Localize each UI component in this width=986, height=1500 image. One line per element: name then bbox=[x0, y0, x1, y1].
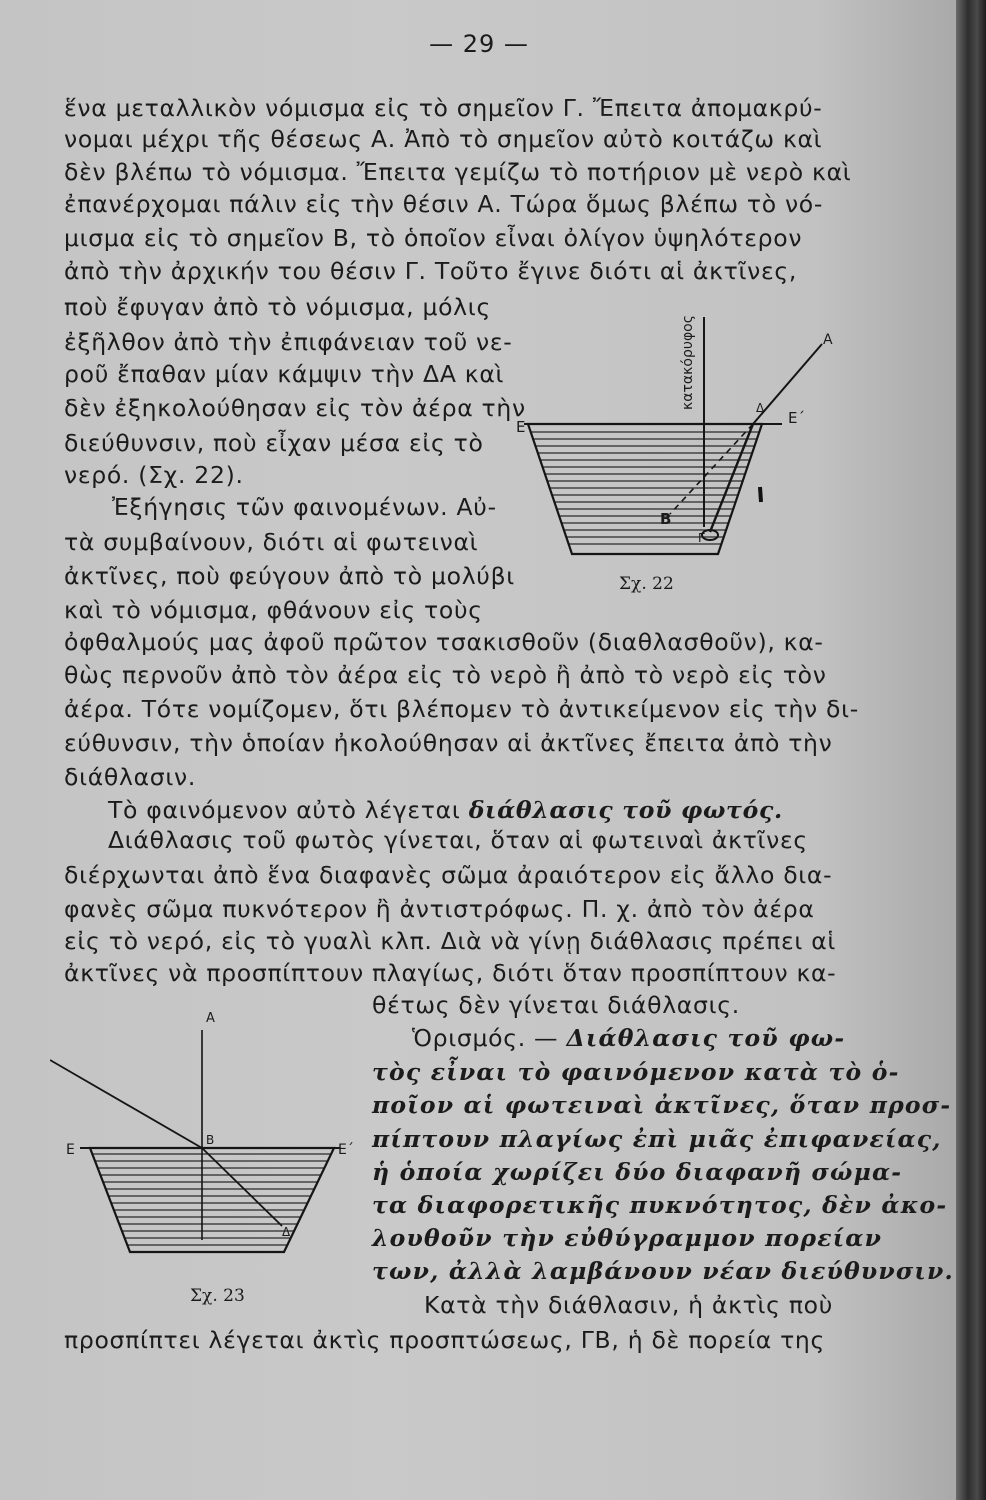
figure-22-label-vertical: κατακόρυφος bbox=[680, 315, 696, 410]
figure-23-label-d: Δ bbox=[282, 1225, 291, 1239]
figure-22-label-g: Γ bbox=[698, 531, 705, 545]
text-line: νερό. (Σχ. 22). bbox=[64, 461, 244, 489]
definition-line: τὸς εἶναι τὸ φαινόμενον κατὰ τὸ ὁ- bbox=[372, 1058, 900, 1086]
text-line: δὲν βλέπω τὸ νόμισμα. Ἔπειτα γεμίζω τὸ ποτήριον μὲ νερὸ καὶ bbox=[64, 158, 852, 186]
text-line bbox=[108, 795, 783, 825]
definition-text: Διάθλασις τοῦ φω- bbox=[566, 1024, 846, 1052]
text-line: ἐξῆλθον ἀπὸ τὴν ἐπιφάνειαν τοῦ νε- bbox=[64, 328, 513, 356]
text-line: ὀφθαλμούς μας ἀφοῦ πρῶτον τσακισθοῦν (διαθλασθοῦν), κα- bbox=[64, 628, 824, 656]
figure-23-label-e: Ε bbox=[66, 1142, 75, 1158]
definition-line: των, ἀλλὰ λαμβάνουν νέαν διεύθυνσιν. bbox=[372, 1257, 954, 1285]
figure-23-label-e-prime: Ε΄ bbox=[338, 1142, 354, 1158]
text-line: μισμα εἰς τὸ σημεῖον Β, τὸ ὁποῖον εἶναι ὀλίγον ὑψηλότερον bbox=[64, 224, 803, 252]
text-line: ἐπανέρχομαι πάλιν εἰς τὴν θέσιν Α. Τώρα ὅμως βλέπω τὸ νό- bbox=[64, 190, 824, 218]
page-number: — 29 — bbox=[429, 30, 529, 58]
text-line: ἕνα μεταλλικὸν νόμισμα εἰς τὸ σημεῖον Γ. Ἔπειτα ἀπομακρύ- bbox=[64, 94, 823, 122]
text-line: ἀπὸ τὴν ἀρχικήν του θέσιν Γ. Τοῦτο ἔγινε διότι αἱ ἀκτῖνες, bbox=[64, 257, 798, 285]
definition-label: Ὁρισμός. — bbox=[412, 1024, 559, 1052]
text-line: ροῦ ἔπαθαν μίαν κάμψιν τὴν ΔΑ καὶ bbox=[64, 360, 505, 388]
text-line: διεύθυνσιν, ποὺ εἶχαν μέσα εἰς τὸ bbox=[64, 429, 484, 457]
text-line: ἀκτῖνες νὰ προσπίπτουν πλαγίως, διότι ὅταν προσπίπτουν κα- bbox=[64, 959, 837, 987]
figure-23-caption: Σχ. 23 bbox=[190, 1286, 245, 1306]
definition-line: λουθοῦν τὴν εὐθύγραμμον πορείαν bbox=[372, 1224, 883, 1252]
figure-23-label-a: Α bbox=[206, 1011, 215, 1026]
figure-22-label-e: Ε bbox=[516, 418, 526, 436]
figure-22-label-b: Β bbox=[660, 510, 672, 528]
figure-22-diagram bbox=[512, 292, 852, 602]
text-line: θὼς περνοῦν ἀπὸ τὸν ἀέρα εἰς τὸ νερὸ ἢ ἀπὸ τὸ νερὸ εἰς τὸν bbox=[64, 661, 827, 689]
definition-line: τα διαφορετικῆς πυκνότητος, δὲν ἀκο- bbox=[372, 1191, 948, 1219]
book-binding-edge bbox=[956, 0, 986, 1500]
text-line: Κατὰ τὴν διάθλασιν, ἡ ἀκτὶς ποὺ bbox=[424, 1291, 834, 1319]
text-line: ποὺ ἔφυγαν ἀπὸ τὸ νόμισμα, μόλις bbox=[64, 293, 491, 321]
text-line: διέρχωνται ἀπὸ ἕνα διαφανὲς σῶμα ἀραιότερον εἰς ἄλλο δια- bbox=[64, 861, 833, 889]
definition-line bbox=[412, 1023, 845, 1053]
text-line: ἀέρα. Τότε νομίζομεν, ὅτι βλέπομεν τὸ ἀντικείμενον εἰς τὴν δι- bbox=[64, 695, 859, 723]
definition-line: πίπτουν πλαγίως ἐπὶ μιᾶς ἐπιφανείας, bbox=[372, 1125, 942, 1153]
text-line: τὰ συμβαίνουν, διότι αἱ φωτειναὶ bbox=[64, 528, 479, 556]
definition-line: ἡ ὁποία χωρίζει δύο διαφανῆ σώμα- bbox=[372, 1158, 903, 1186]
text-line: θέτως δὲν γίνεται διάθλασις. bbox=[372, 991, 740, 1019]
section-heading-line: Ἐξήγησις τῶν φαινομένων. Αὐ- bbox=[112, 493, 497, 521]
text-line: προσπίπτει λέγεται ἀκτὶς προσπτώσεως, ΓΒ, ἡ δὲ πορεία της bbox=[64, 1326, 826, 1354]
text-line: καὶ τὸ νόμισμα, φθάνουν εἰς τοὺς bbox=[64, 596, 483, 624]
figure-22-label-e-prime: Ε΄ bbox=[788, 409, 805, 427]
term-italic: διάθλασις τοῦ φωτός. bbox=[468, 796, 783, 824]
figure-23-label-b: Β bbox=[206, 1133, 215, 1147]
text-line: Διάθλασις τοῦ φωτὸς γίνεται, ὅταν αἱ φωτειναὶ ἀκτῖνες bbox=[108, 826, 808, 854]
text-line: εύθυνσιν, τὴν ὁποίαν ἠκολούθησαν αἱ ἀκτῖνες ἔπειτα ἀπὸ τὴν bbox=[64, 729, 833, 757]
figure-22-caption: Σχ. 22 bbox=[619, 574, 674, 594]
text-line: δὲν ἐξηκολούθησαν εἰς τὸν ἀέρα τὴν bbox=[64, 394, 526, 422]
figure-22-label-a: Α bbox=[823, 332, 833, 348]
text-line: εἰς τὸ νερό, εἰς τὸ γυαλὶ κλπ. Διὰ νὰ γίνῃ διάθλασις πρέπει αἱ bbox=[64, 927, 837, 955]
text-line: νομαι μέχρι τῆς θέσεως Α. Ἀπὸ τὸ σημεῖον αὐτὸ κοιτάζω καὶ bbox=[64, 125, 823, 153]
text-line: ἀκτῖνες, ποὺ φεύγουν ἀπὸ τὸ μολύβι bbox=[64, 562, 515, 590]
definition-line: ποῖον αἱ φωτειναὶ ἀκτῖνες, ὅταν προσ- bbox=[372, 1091, 952, 1119]
text-line: διάθλασιν. bbox=[64, 763, 197, 791]
text-line: φανὲς σῶμα πυκνότερον ἢ ἀντιστρόφως. Π. χ. ἀπὸ τὸν ἀέρα bbox=[64, 895, 815, 923]
text-span: Τὸ φαινόμενον αὐτὸ λέγεται bbox=[108, 796, 461, 824]
figure-22-label-d: Δ bbox=[756, 401, 765, 415]
figure-23-diagram bbox=[50, 1008, 370, 1308]
